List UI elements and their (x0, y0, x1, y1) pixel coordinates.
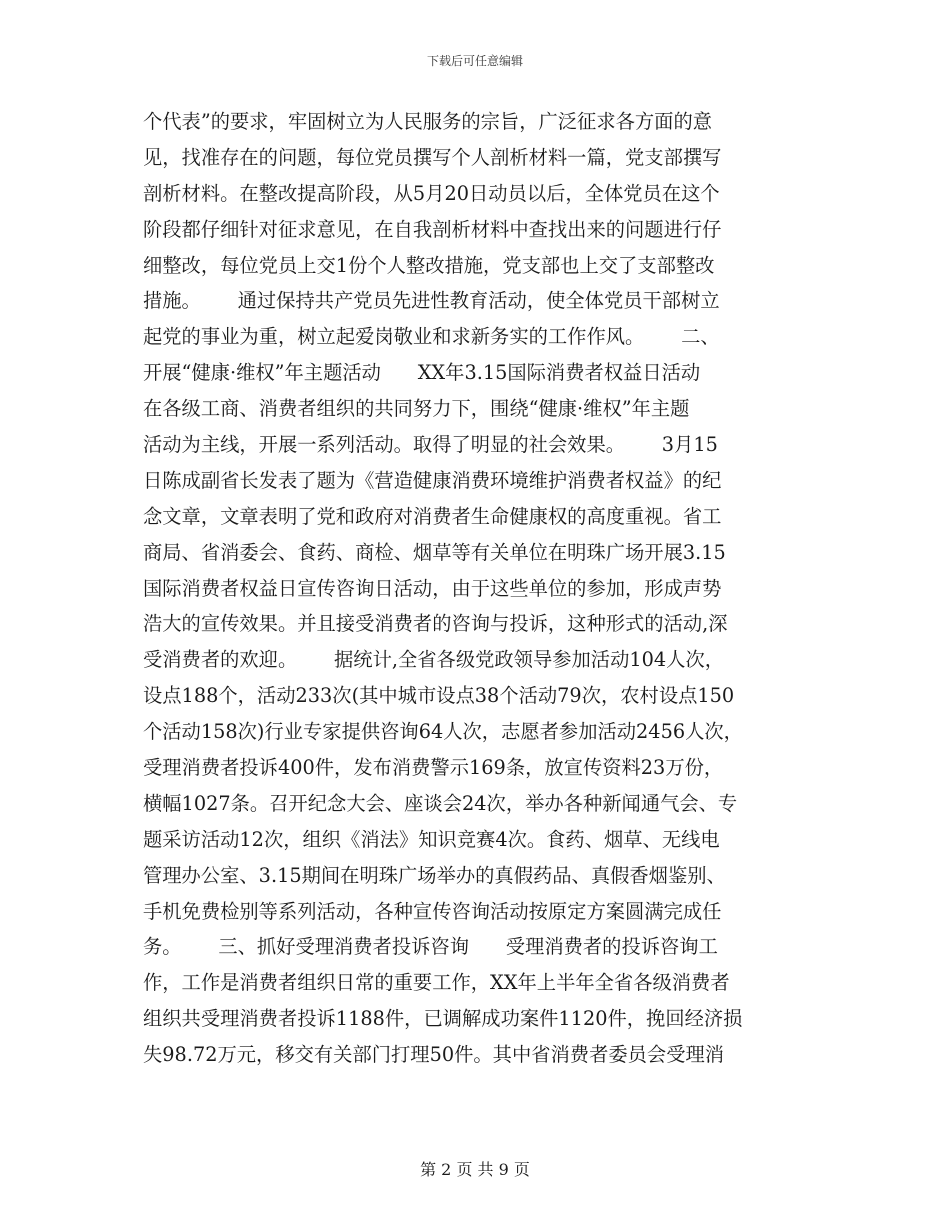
text-line: 设点188个，活动233次(其中城市设点38个活动79次，农村设点150 (143, 684, 735, 708)
text-line: 失98.72万元，移交有关部门打理50件。其中省消费者委员会受理消 (143, 1043, 725, 1067)
document-body (143, 104, 808, 1073)
text-line: 起党的事业为重，树立起爱岗敬业和求新务实的工作作风。 二、 (143, 325, 720, 349)
text-line: 管理办公室、3.15期间在明珠广场举办的真假药品、真假香烟鉴别、 (143, 863, 726, 887)
text-line: 受理消费者投诉400件，发布消费警示169条，放宣传资料23万份， (143, 756, 724, 780)
text-line: 活动为主线，开展一系列活动。取得了明显的社会效果。 3月15 (143, 433, 718, 457)
text-line: 受消费者的欢迎。 据统计,全省各级党政领导参加活动104人次， (143, 648, 725, 672)
text-line: 细整改，每位党员上交1份个人整改措施，党支部也上交了支部整改 (143, 253, 715, 277)
text-line: 手机免费检别等系列活动，各种宣传咨询活动按原定方案圆满完成任 (143, 899, 722, 923)
text-line: 措施。 通过保持共产党员先进性教育活动，使全体党员干部树立 (143, 289, 720, 313)
text-line: 剖析材料。在整改提高阶段，从5月20日动员以后，全体党员在这个 (143, 181, 720, 205)
text-line: 阶段都仔细针对征求意见，在自我剖析材料中查找出来的问题进行仔 (143, 217, 722, 241)
page-header-note: 下载后可任意编辑 (426, 54, 523, 68)
text-line: 个活动158次)行业专家提供咨询64人次，志愿者参加活动2456人次， (143, 720, 743, 744)
text-line: 浩大的宣传效果。并且接受消费者的咨询与投诉，这种形式的活动,深 (143, 612, 728, 636)
text-line: 商局、省消委会、食药、商检、烟草等有关单位在明珠广场开展3.15 (143, 540, 726, 564)
text-line: 在各级工商、消费者组织的共同努力下，围绕“健康·维权”年主题 (143, 397, 690, 421)
page-number: 第 2 页 共 9 页 (420, 1160, 530, 1179)
text-line: 组织共受理消费者投诉1188件，已调解成功案件1120件，挽回经济损 (143, 1007, 743, 1031)
text-line: 题采访活动12次，组织《消法》知识竞赛4次。食药、烟草、无线电 (143, 827, 720, 851)
text-line: 念文章，文章表明了党和政府对消费者生命健康权的高度重视。省工 (143, 504, 722, 528)
text-line: 国际消费者权益日宣传咨询日活动，由于这些单位的参加，形成声势 (143, 576, 722, 600)
text-line: 日陈成副省长发表了题为《营造健康消费环境维护消费者权益》的纪 (143, 468, 722, 492)
text-line: 横幅1027条。召开纪念大会、座谈会24次，举办各种新闻通气会、专 (143, 791, 738, 815)
text-line: 开展“健康·维权”年主题活动 XX年3.15国际消费者权益日活动 (143, 361, 701, 385)
text-line: 见，找准存在的问题，每位党员撰写个人剖析材料一篇，党支部撰写 (143, 145, 722, 169)
text-line: 个代表”的要求，牢固树立为人民服务的宗旨，广泛征求各方面的意 (143, 110, 713, 133)
text-line: 作，工作是消费者组织日常的重要工作，XX年上半年全省各级消费者 (143, 971, 730, 995)
text-line: 务。 三、抓好受理消费者投诉咨询 受理消费者的投诉咨询工 (143, 935, 718, 959)
